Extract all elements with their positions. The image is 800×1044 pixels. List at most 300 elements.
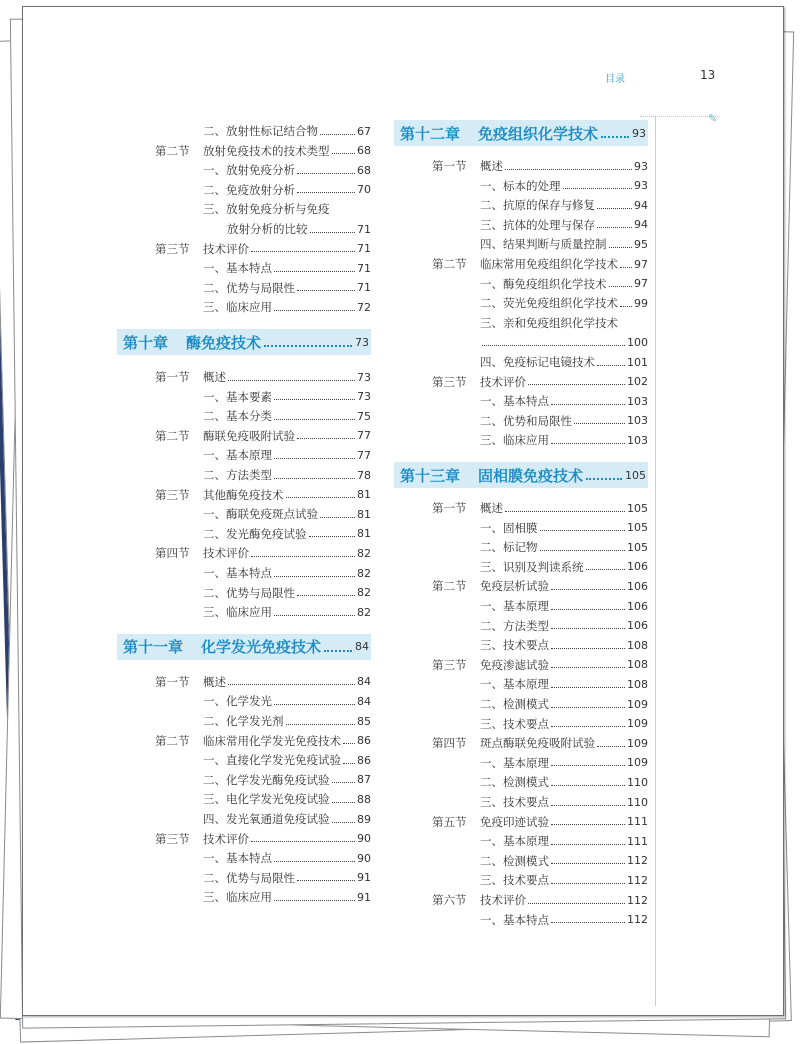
toc-item-row[interactable] — [480, 195, 648, 215]
entry-page: 112 — [627, 893, 648, 907]
dot-leader — [274, 399, 355, 400]
toc-page — [22, 6, 784, 1016]
dot-leader — [597, 208, 632, 209]
dot-leader — [551, 863, 625, 864]
toc-item-row[interactable] — [203, 465, 371, 485]
chapter-page: 93 — [632, 126, 646, 140]
chapter-heading[interactable] — [117, 634, 371, 660]
dot-leader — [551, 765, 625, 766]
toc-item-row[interactable] — [480, 557, 648, 577]
dot-leader — [551, 628, 625, 629]
toc-item-row[interactable] — [203, 524, 371, 544]
header-section-label: 目录 — [605, 74, 625, 85]
toc-item-row[interactable] — [203, 278, 371, 298]
entry-title: 一、基本原理 — [480, 834, 549, 849]
entry-title: 技术评价 — [480, 893, 526, 907]
entry-title: 免疫层析试验 — [480, 579, 549, 594]
dot-leader — [332, 782, 356, 783]
toc-item-row[interactable] — [203, 445, 371, 465]
dot-leader — [274, 900, 355, 901]
chapter-page: 73 — [355, 335, 369, 349]
toc-item-row[interactable] — [480, 293, 648, 313]
toc-section-row[interactable] — [432, 372, 648, 392]
dot-leader — [597, 746, 625, 747]
entry-page: 94 — [634, 198, 648, 212]
entry-page: 77 — [357, 448, 371, 462]
dot-leader — [505, 511, 625, 512]
toc-section-row[interactable] — [432, 254, 648, 274]
entry-page: 94 — [634, 218, 648, 232]
entry-title: 一、基本原理 — [480, 599, 549, 613]
toc-item-row[interactable] — [480, 411, 648, 431]
page-number: 13 — [700, 68, 716, 82]
dot-leader — [320, 517, 355, 518]
dot-leader — [551, 667, 625, 668]
section-label: 第三节 — [432, 657, 467, 672]
chapter-title: 免疫组织化学技术 — [478, 124, 599, 143]
dot-leader — [551, 609, 625, 610]
entry-title: 一、固相膜 — [480, 520, 538, 535]
entry-page: 86 — [357, 734, 371, 748]
entry-title: 临床常用化学发光免疫技术 — [203, 733, 341, 748]
dot-leader — [620, 306, 632, 307]
entry-page: 101 — [627, 355, 648, 369]
chapter-page: 105 — [625, 468, 646, 482]
dot-leader — [297, 438, 355, 439]
entry-page: 71 — [357, 242, 371, 256]
entry-title: 三、亲和免疫组织化学技术 — [480, 315, 618, 330]
entry-page: 111 — [627, 815, 648, 829]
dot-leader — [332, 153, 356, 154]
entry-page: 73 — [357, 390, 371, 404]
toc-item-row[interactable] — [203, 504, 371, 524]
entry-page: 93 — [634, 159, 648, 173]
toc-item-row[interactable] — [203, 887, 371, 907]
section-label: 第一节 — [155, 674, 190, 689]
toc-section-row[interactable] — [432, 576, 648, 596]
toc-section-row[interactable] — [432, 498, 648, 518]
chapter-page: 84 — [355, 640, 369, 654]
entry-page: 71 — [357, 281, 371, 295]
dot-leader — [274, 615, 355, 616]
dot-leader — [251, 251, 355, 252]
entry-page: 106 — [627, 579, 648, 593]
dot-leader — [320, 134, 355, 135]
entry-title: 四、发光氧通道免疫试验 — [203, 812, 330, 826]
entry-title: 一、基本特点 — [480, 394, 549, 409]
dot-leader — [574, 423, 625, 424]
entry-title: 一、基本原理 — [480, 677, 549, 692]
toc-section-row[interactable] — [155, 485, 371, 505]
toc-item-row[interactable] — [480, 234, 648, 254]
chapter-heading[interactable] — [394, 462, 648, 488]
toc-item-row[interactable] — [480, 313, 648, 333]
entry-page: 103 — [627, 414, 648, 428]
toc-item-row[interactable] — [203, 297, 371, 317]
entry-page: 86 — [357, 753, 371, 767]
toc-section-row[interactable] — [432, 812, 648, 832]
toc-item-row[interactable] — [480, 537, 648, 557]
chapter-title: 固相膜免疫技术 — [478, 466, 584, 485]
dot-leader — [343, 763, 355, 764]
entry-title: 放射分析的比较 — [227, 222, 308, 236]
toc-item-row[interactable] — [480, 274, 648, 294]
entry-title: 一、基本特点 — [480, 912, 549, 927]
entry-page: 81 — [357, 527, 371, 541]
dot-leader — [586, 569, 626, 570]
toc-item-row[interactable] — [480, 870, 648, 890]
section-label: 第四节 — [155, 546, 190, 561]
toc-item-row[interactable] — [203, 848, 371, 868]
toc-item-row[interactable] — [203, 711, 371, 731]
section-label: 第二节 — [155, 143, 190, 158]
dot-leader — [551, 805, 625, 806]
entry-title: 三、临床应用 — [203, 300, 272, 315]
entry-title: 三、技术要点 — [480, 795, 549, 809]
toc-item-row[interactable] — [480, 831, 648, 851]
section-label: 第一节 — [432, 501, 467, 515]
entry-title: 二、优势与局限性 — [203, 280, 295, 295]
decorative-margin-line — [655, 116, 656, 1006]
toc-item-row[interactable] — [480, 518, 648, 538]
toc-item-row[interactable] — [480, 596, 648, 616]
dot-leader — [324, 650, 352, 652]
entry-page: 109 — [627, 736, 648, 750]
section-label: 第二节 — [155, 733, 190, 748]
dot-leader — [264, 345, 352, 347]
dot-leader — [332, 822, 356, 823]
dot-leader — [551, 589, 625, 590]
toc-item-row[interactable] — [203, 258, 371, 278]
entry-page: 88 — [357, 792, 371, 806]
entry-page: 105 — [627, 521, 648, 535]
toc-item-row[interactable] — [480, 332, 648, 352]
entry-page: 97 — [634, 257, 648, 271]
entry-page: 84 — [357, 675, 371, 689]
entry-page: 108 — [627, 658, 648, 672]
entry-page: 70 — [357, 183, 371, 197]
entry-title: 二、化学发光酶免疫试验 — [203, 772, 330, 787]
entry-title: 二、优势与局限性 — [203, 870, 295, 885]
entry-title: 二、放射性标记结合物 — [203, 124, 318, 138]
entry-page: 111 — [627, 834, 648, 848]
toc-item-row[interactable] — [480, 714, 648, 734]
entry-title: 放射免疫技术的技术类型 — [203, 143, 330, 158]
toc-item-row[interactable] — [480, 635, 648, 655]
toc-item-row[interactable] — [480, 215, 648, 235]
entry-page: 72 — [357, 300, 371, 314]
dot-leader — [274, 704, 355, 705]
dot-leader — [251, 841, 355, 842]
entry-page: 90 — [357, 851, 371, 865]
section-label: 第三节 — [432, 374, 467, 389]
toc-section-row[interactable] — [155, 426, 371, 446]
entry-title: 三、技术要点 — [480, 716, 549, 731]
dot-leader — [297, 173, 355, 174]
entry-page: 84 — [357, 694, 371, 708]
toc-item-row[interactable] — [203, 387, 371, 407]
toc-item-row[interactable] — [480, 772, 648, 792]
entry-title: 一、基本原理 — [480, 755, 549, 770]
toc-section-row[interactable] — [155, 367, 371, 387]
entry-page: 110 — [627, 795, 648, 809]
entry-title: 酶联免疫吸附试验 — [203, 428, 295, 443]
entry-page: 105 — [627, 501, 648, 515]
toc-item-row[interactable] — [480, 910, 648, 930]
entry-title: 四、免疫标记电镜技术 — [480, 355, 595, 369]
entry-title: 一、酶免疫组织化学技术 — [480, 276, 607, 291]
entry-title: 斑点酶联免疫吸附试验 — [480, 736, 595, 751]
pen-icon: ✎ — [708, 112, 718, 125]
entry-title: 二、检测模式 — [480, 853, 549, 868]
entry-title: 临床常用免疫组织化学技术 — [480, 257, 618, 271]
dot-leader — [528, 903, 625, 904]
dot-leader — [551, 883, 625, 884]
section-label: 第六节 — [432, 893, 467, 907]
toc-item-row[interactable] — [480, 391, 648, 411]
toc-item-row[interactable] — [480, 352, 648, 372]
entry-title: 概述 — [480, 501, 503, 515]
dot-leader — [551, 404, 625, 405]
entry-page: 82 — [357, 566, 371, 580]
toc-section-row[interactable] — [432, 733, 648, 753]
entry-title: 其他酶免疫技术 — [203, 487, 284, 502]
entry-page: 108 — [627, 677, 648, 691]
entry-page: 112 — [627, 873, 648, 887]
toc-item-row[interactable] — [203, 160, 371, 180]
entry-page: 100 — [627, 335, 648, 349]
entry-page: 81 — [357, 488, 371, 502]
entry-page: 103 — [627, 394, 648, 408]
dot-leader — [551, 844, 625, 845]
dot-leader — [482, 345, 625, 346]
entry-title: 一、基本特点 — [203, 566, 272, 580]
toc-item-row[interactable] — [480, 694, 648, 714]
section-label: 第三节 — [155, 831, 190, 846]
dot-leader — [228, 380, 355, 381]
entry-title: 二、方法类型 — [203, 468, 272, 482]
entry-title: 二、方法类型 — [480, 618, 549, 633]
toc-item-row[interactable] — [203, 199, 371, 219]
toc-item-row[interactable] — [203, 563, 371, 583]
toc-item-row[interactable] — [203, 770, 371, 790]
toc-item-row[interactable] — [203, 602, 371, 622]
entry-title: 一、酶联免疫斑点试验 — [203, 507, 318, 522]
entry-page: 82 — [357, 546, 371, 560]
entry-title: 二、标记物 — [480, 540, 538, 555]
entry-title: 二、抗原的保存与修复 — [480, 198, 595, 213]
toc-section-row[interactable] — [432, 156, 648, 176]
entry-page: 108 — [627, 638, 648, 652]
entry-title: 一、基本特点 — [203, 851, 272, 866]
toc-item-row[interactable] — [203, 809, 371, 829]
entry-title: 三、电化学发光免疫试验 — [203, 792, 330, 807]
entry-page: 102 — [627, 375, 648, 389]
entry-title: 二、检测模式 — [480, 697, 549, 711]
toc-item-row[interactable] — [203, 406, 371, 426]
chapter-number: 第十一章 — [123, 638, 184, 657]
dot-leader — [274, 861, 355, 862]
section-label: 第一节 — [432, 159, 467, 173]
dot-leader — [597, 227, 632, 228]
toc-section-row[interactable] — [155, 141, 371, 161]
dot-leader — [274, 458, 355, 459]
entry-page: 112 — [627, 854, 648, 868]
entry-page: 82 — [357, 605, 371, 619]
toc-item-row[interactable] — [480, 176, 648, 196]
dot-leader — [274, 310, 355, 311]
entry-title: 二、检测模式 — [480, 775, 549, 790]
section-label: 第二节 — [432, 579, 467, 594]
entry-title: 一、化学发光 — [203, 694, 272, 709]
entry-page: 91 — [357, 890, 371, 904]
entry-title: 二、免疫放射分析 — [203, 182, 295, 197]
entry-page: 73 — [357, 370, 371, 384]
toc-item-row[interactable] — [480, 430, 648, 450]
dot-leader — [297, 192, 355, 193]
toc-item-row[interactable] — [203, 121, 371, 141]
dot-leader — [274, 419, 355, 420]
entry-page: 77 — [357, 429, 371, 443]
dot-leader — [551, 726, 625, 727]
chapter-heading[interactable] — [394, 120, 648, 146]
toc-item-row[interactable] — [203, 583, 371, 603]
dot-leader — [310, 232, 356, 233]
entry-title: 概述 — [480, 159, 503, 173]
entry-title: 三、技术要点 — [480, 873, 549, 888]
dot-leader — [505, 169, 632, 170]
entry-title: 二、优势和局限性 — [480, 413, 572, 428]
entry-page: 109 — [627, 717, 648, 731]
entry-title: 一、基本特点 — [203, 261, 272, 276]
entry-title: 二、基本分类 — [203, 409, 272, 424]
toc-section-row[interactable] — [155, 731, 371, 751]
dot-leader — [540, 550, 626, 551]
toc-section-row[interactable] — [432, 655, 648, 675]
dot-leader — [540, 530, 626, 531]
dot-leader — [297, 290, 355, 291]
entry-page: 106 — [627, 599, 648, 613]
toc-item-row[interactable] — [480, 616, 648, 636]
dot-leader — [274, 478, 355, 479]
entry-page: 103 — [627, 433, 648, 447]
entry-page: 85 — [357, 714, 371, 728]
entry-page: 97 — [634, 277, 648, 291]
entry-page: 93 — [634, 179, 648, 193]
dot-leader — [528, 384, 625, 385]
entry-title: 三、抗体的处理与保存 — [480, 217, 595, 232]
section-label: 第二节 — [155, 428, 190, 443]
dot-leader — [332, 802, 356, 803]
toc-section-row[interactable] — [155, 239, 371, 259]
toc-section-row[interactable] — [155, 829, 371, 849]
chapter-number: 第十三章 — [400, 466, 461, 485]
entry-title: 一、标本的处理 — [480, 178, 561, 193]
entry-page: 68 — [357, 163, 371, 177]
toc-item-row[interactable] — [203, 750, 371, 770]
entry-title: 二、化学发光剂 — [203, 714, 284, 728]
dot-leader — [286, 497, 356, 498]
entry-page: 81 — [357, 507, 371, 521]
dot-leader — [597, 365, 625, 366]
section-label: 第四节 — [432, 736, 467, 751]
toc-item-row[interactable] — [480, 792, 648, 812]
section-label: 第三节 — [155, 241, 190, 256]
toc-section-row[interactable] — [155, 543, 371, 563]
dot-leader — [620, 267, 632, 268]
chapter-title: 酶免疫技术 — [186, 333, 262, 352]
dot-leader — [551, 824, 625, 825]
entry-page: 91 — [357, 871, 371, 885]
toc-item-row[interactable] — [203, 789, 371, 809]
dot-leader — [609, 286, 633, 287]
dot-leader — [551, 687, 625, 688]
entry-page: 110 — [627, 775, 648, 789]
entry-title: 四、结果判断与质量控制 — [480, 237, 607, 252]
entry-page: 75 — [357, 409, 371, 423]
entry-page: 71 — [357, 261, 371, 275]
dot-leader — [586, 478, 622, 480]
entry-page: 106 — [627, 619, 648, 633]
dot-leader — [551, 922, 625, 923]
toc-item-row[interactable] — [480, 851, 648, 871]
entry-title: 免疫印迹试验 — [480, 814, 549, 829]
entry-page: 68 — [357, 144, 371, 158]
entry-title: 三、临床应用 — [203, 605, 272, 620]
section-label: 第五节 — [432, 814, 467, 829]
toc-item-row[interactable] — [480, 674, 648, 694]
entry-title: 三、识别及判读系统 — [480, 559, 584, 574]
dot-leader — [551, 443, 625, 444]
dot-leader — [274, 271, 355, 272]
dot-leader — [609, 247, 633, 248]
toc-item-row[interactable] — [227, 219, 371, 239]
section-label: 第二节 — [432, 257, 467, 271]
entry-title: 一、放射免疫分析 — [203, 163, 295, 178]
dot-leader — [563, 188, 633, 189]
entry-title: 三、放射免疫分析与免疫 — [203, 202, 330, 217]
entry-title: 技术评价 — [480, 374, 526, 389]
entry-title: 三、临床应用 — [480, 433, 549, 448]
dot-leader — [297, 880, 355, 881]
section-label: 第一节 — [155, 370, 190, 384]
dot-leader — [309, 536, 356, 537]
toc-section-row[interactable] — [155, 672, 371, 692]
toc-section-row[interactable] — [432, 890, 648, 910]
toc-item-row[interactable] — [203, 691, 371, 711]
dot-leader — [228, 684, 355, 685]
chapter-heading[interactable] — [117, 329, 371, 355]
entry-title: 一、基本原理 — [203, 448, 272, 463]
entry-page: 112 — [627, 913, 648, 927]
entry-title: 免疫渗滤试验 — [480, 657, 549, 672]
dot-leader — [551, 785, 625, 786]
entry-title: 三、技术要点 — [480, 638, 549, 653]
chapter-title: 化学发光免疫技术 — [201, 638, 322, 657]
toc-item-row[interactable] — [203, 868, 371, 888]
toc-item-row[interactable] — [480, 753, 648, 773]
chapter-number: 第十二章 — [400, 124, 461, 143]
entry-page: 87 — [357, 773, 371, 787]
dot-leader — [297, 595, 355, 596]
entry-page: 105 — [627, 540, 648, 554]
entry-page: 109 — [627, 697, 648, 711]
entry-title: 二、荧光免疫组织化学技术 — [480, 296, 618, 311]
toc-item-row[interactable] — [203, 180, 371, 200]
dot-leader — [274, 576, 355, 577]
entry-title: 二、发光酶免疫试验 — [203, 526, 307, 541]
dot-leader — [343, 743, 355, 744]
